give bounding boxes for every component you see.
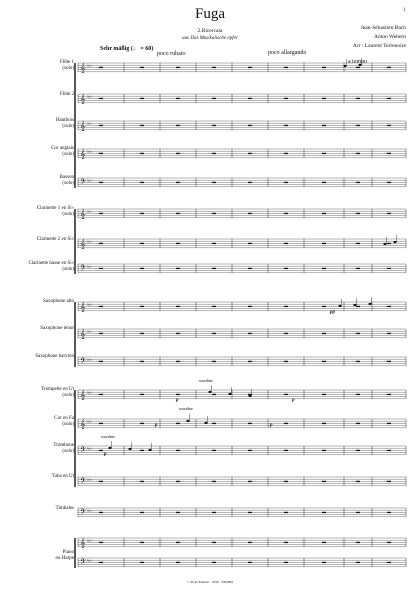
dynamic-marking: p	[270, 423, 273, 428]
svg-text:𝄢: 𝄢	[80, 446, 86, 457]
tempo-marking: Sehr mäßig (♩ = 60)	[100, 46, 154, 52]
footer-copyright: © Profs Edition · 2010 · PE0009	[186, 580, 234, 584]
svg-text:♭♭: ♭♭	[87, 149, 92, 155]
svg-text:𝄞: 𝄞	[80, 329, 86, 340]
svg-text:♭♭: ♭♭	[87, 239, 92, 245]
dynamic-marking: pp	[330, 310, 335, 315]
svg-text:𝄞: 𝄞	[80, 538, 86, 549]
svg-text:𝄢: 𝄢	[80, 477, 86, 488]
instrument-label: Hautbois (solo)	[55, 118, 74, 129]
svg-text:𝄞: 𝄞	[80, 419, 86, 430]
svg-text:♭♭: ♭♭	[87, 508, 92, 514]
svg-text:𝄞: 𝄞	[80, 390, 86, 401]
svg-text:𝄞: 𝄞	[80, 302, 86, 313]
svg-text:♭♭: ♭♭	[87, 121, 92, 127]
svg-text:𝄢: 𝄢	[80, 264, 86, 275]
instrument-label: Trombone (solo)	[53, 443, 74, 454]
mute-marking: sourdine	[199, 378, 213, 383]
svg-text:𝄢: 𝄢	[80, 357, 86, 368]
svg-text:♭♭: ♭♭	[87, 302, 92, 308]
dynamic-marking: p	[292, 398, 295, 403]
svg-text:♭♭: ♭♭	[87, 94, 92, 100]
svg-text:𝄢: 𝄢	[80, 178, 86, 189]
subtitle: 2.Ricercata	[197, 28, 223, 34]
svg-text:♭♭: ♭♭	[87, 390, 92, 396]
source-note: aus Das Musikalische opfer	[182, 36, 238, 41]
instrument-label: Saxophone ténor	[40, 326, 74, 331]
arranger: Arr : Laurent Terrenoire	[352, 43, 406, 49]
instrument-label: Flûte 1 (solo)	[59, 60, 74, 71]
svg-text:♭♭: ♭♭	[87, 178, 92, 184]
dynamic-marking: p	[155, 423, 158, 428]
instrument-label: Timbales	[55, 506, 74, 511]
svg-text:𝄞: 𝄞	[80, 209, 86, 220]
instrument-label: Saxophone baryton	[35, 354, 74, 359]
svg-text:𝄞: 𝄞	[80, 94, 86, 105]
svg-text:♭♭: ♭♭	[87, 63, 92, 69]
svg-text:♭♭: ♭♭	[87, 357, 92, 363]
instrument-label: Tuba en Ut	[51, 474, 74, 479]
dynamic-marking: p	[176, 398, 179, 403]
allargando-marking: poco allargando	[268, 50, 307, 56]
instrument-label: Clarinette basse en Si♭ (solo)	[28, 261, 74, 272]
svg-text:𝄞: 𝄞	[80, 149, 86, 160]
instrument-label: Basson (solo)	[59, 175, 74, 186]
instrument-label: Trompette en Ut (solo)	[41, 387, 74, 398]
mute-marking: sourdine	[101, 434, 115, 439]
svg-text:♭♭: ♭♭	[87, 209, 92, 215]
instrument-label: Cor anglais (solo)	[51, 146, 74, 157]
instrument-label: Saxophone alto	[43, 299, 74, 304]
instrument-label: Flûte 2	[59, 92, 74, 97]
instrument-label: Clarinette 1 en Si♭ (solo)	[36, 206, 74, 217]
mute-marking: sourdine	[179, 406, 193, 411]
instrument-label: Cor en Fa (solo)	[54, 416, 74, 427]
svg-text:𝄞: 𝄞	[80, 239, 86, 250]
page-number: 1	[403, 8, 406, 13]
dynamic-marking: p	[104, 452, 107, 457]
instrument-label: Clarinette 2 en Si♭	[36, 237, 74, 242]
svg-text:𝄢: 𝄢	[80, 558, 86, 569]
svg-text:𝄞: 𝄞	[80, 121, 86, 132]
svg-text:𝄞: 𝄞	[80, 63, 86, 74]
instrument-label: Piano ou Harpe	[55, 550, 74, 561]
svg-text:♭♭: ♭♭	[87, 264, 92, 270]
a-tempo-marking: a tempo	[348, 59, 368, 65]
page-title: Fuga	[195, 6, 225, 22]
svg-text:♭♭: ♭♭	[87, 419, 92, 425]
svg-text:♭♭: ♭♭	[87, 558, 92, 564]
svg-text:♭♭: ♭♭	[87, 329, 92, 335]
svg-text:♭♭: ♭♭	[87, 446, 92, 452]
svg-text:𝄢: 𝄢	[80, 508, 86, 519]
svg-text:♭♭: ♭♭	[87, 538, 92, 544]
composer: Jean-Sébastien Bach	[360, 25, 406, 31]
rubato-marking: poco rubato	[157, 51, 186, 57]
orchestrator: Anton Webern	[374, 34, 406, 40]
svg-text:♭♭: ♭♭	[87, 477, 92, 483]
